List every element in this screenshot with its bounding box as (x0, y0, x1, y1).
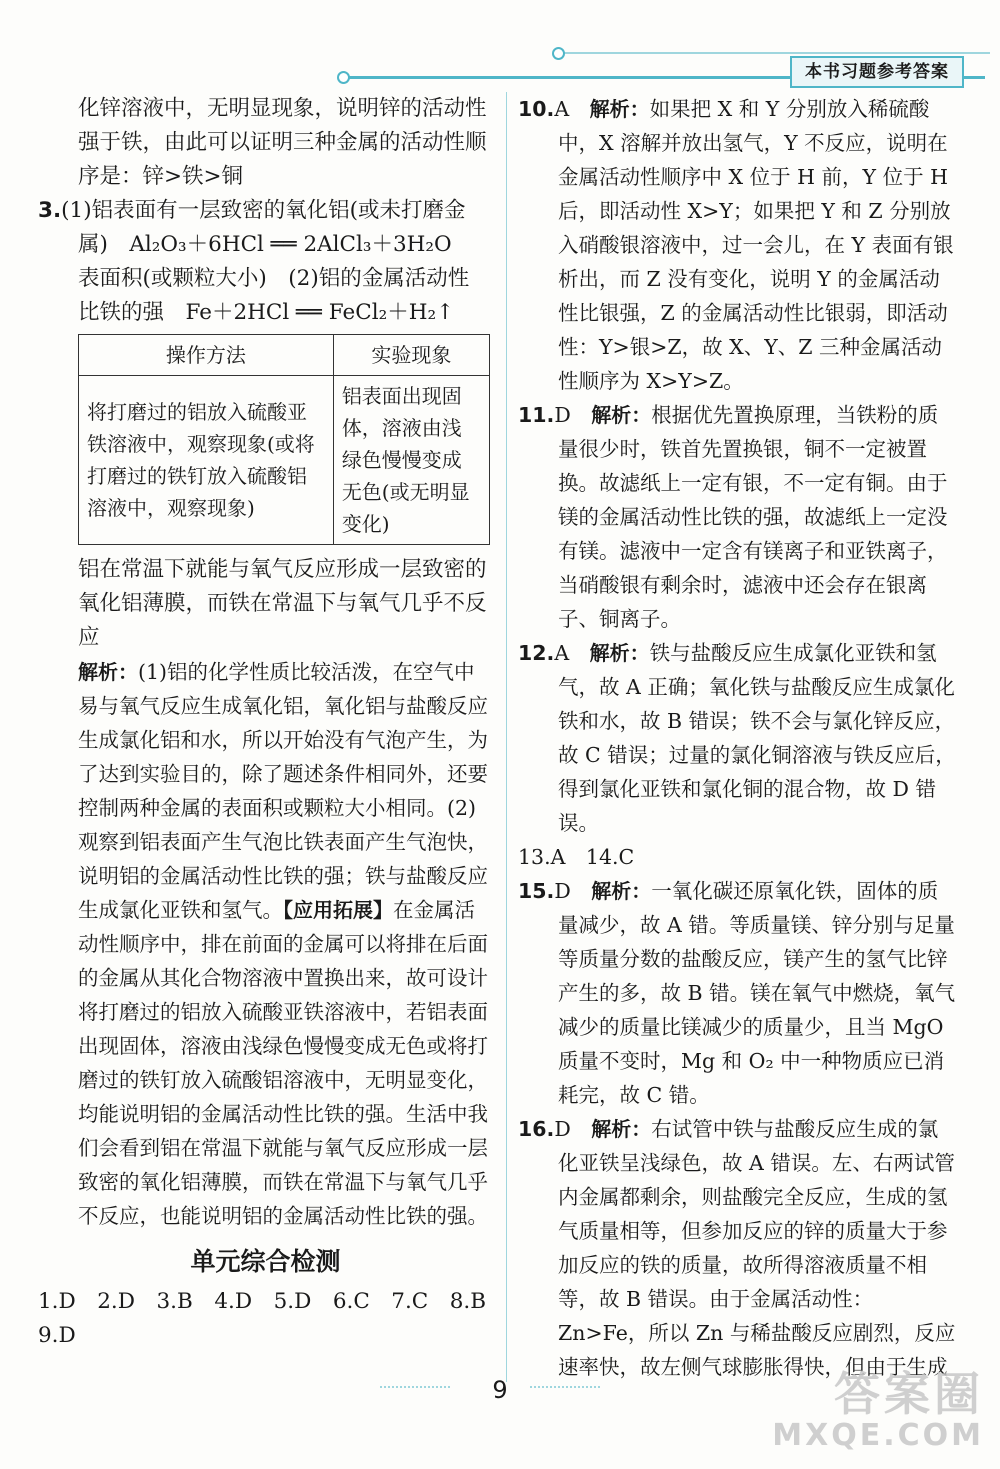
answer-q15 (518, 874, 958, 1112)
text-line: 化锌溶液中，无明显现象，说明锌的活动性 (78, 96, 487, 121)
table-cell-method: 将打磨过的铝放入硫酸亚铁溶液中，观察现象(或将打磨过的铁钉放入硫酸铝溶液中，观察现象) (79, 376, 334, 545)
analysis-text: 如果把 X 和 Y 分别放入稀硫酸中，X 溶解并放出氢气，Y 不反应，说明在金属活动性顺序中 X 位于 H 前，Y 位于 H 后，即活动性 X>Y；如果把 Y 和 Z 分别放入硝酸银溶液中，过一会儿，在 Y 表面有银析出，而 Z 没有变化，说明 Y 的金属活动性比银强，Z 的金属活动性比银弱，即活动性：Y>银>Z，故 X、Y、Z 三种金属活动性顺序为 X>Y>Z。 (558, 97, 954, 393)
analysis-label: 解析： (591, 879, 652, 903)
table-header: 操作方法 (79, 335, 334, 376)
intro-block (38, 92, 493, 194)
q3-number: 3. (38, 198, 62, 223)
question-number: 15. (518, 879, 555, 903)
page-number: 9 (492, 1376, 508, 1404)
footer-decoration (530, 1386, 600, 1396)
right-column (518, 92, 958, 1384)
analysis-text: (1)铝的化学性质比较活泼，在空气中易与氧气反应生成氧化铝，氧化铝与盐酸反应生成氯化铝和水，所以开始没有气泡产生，为了达到实验目的，除了题述条件相同外，还要控制两种金属的表面积或颗粒大小相同。(2)观察到铝表面产生气泡比铁表面产生气泡快，说明铝的金属活动性比铁的强；铁与盐酸反应生成氯化亚铁和氢气。 (78, 660, 488, 922)
header-dot-icon (552, 47, 565, 60)
analysis-label: 解析： (589, 97, 650, 121)
q3-block (38, 194, 493, 330)
analysis-text: 右试管中铁与盐酸反应生成的氯化亚铁呈浅绿色，故 A 错误。左、右两试管内金属都剩余，则盐酸完全反应，生成的氢气质量相等，但参加反应的锌的质量大于参加反应的铁的质量，故所得溶液质量不相等，故 B 错误。由于金属活动性：Zn>Fe，所以 Zn 与稀盐酸反应剧烈，反应速率快，故左侧气球膨胀得快，但由于生成 (558, 1117, 956, 1379)
question-number: 16. (518, 1117, 555, 1141)
table-cell-phenomenon: 铝表面出现固体，溶液由浅绿色慢慢变成无色(或无明显变化) (333, 376, 489, 545)
text-line: 强于铁，由此可以证明三种金属的活动性顺 (78, 130, 487, 155)
analysis-text: 铁与盐酸反应生成氯化亚铁和氢气，故 A 正确；氧化铁与盐酸反应生成氯化铁和水，故 B 错误；铁不会与氯化锌反应，故 C 错误；过量的氯化铜溶液与铁反应后，得到氯化亚铁和氯化铜的混合物，故 D 错误。 (558, 641, 956, 835)
question-number: 10. (518, 97, 555, 121)
analysis-text: 根据优先置换原理，当铁粉的质量很少时，铁首先置换银，铜不一定被置换。故滤纸上一定有银，不一定有铜。由于镁的金属活动性比铁的强，故滤纸上一定没有镁。滤液中一定含有镁离子和亚铁离子，当硝酸银有剩余时，滤液中还会存在银离子、铜离子。 (558, 403, 948, 631)
header-dot-icon (337, 71, 350, 84)
text-line: 属) Al₂O₃＋6HCl ══ 2AlCl₃＋3H₂O (78, 232, 452, 257)
analysis-label: 解析： (591, 403, 652, 427)
answer-letter: D (554, 1117, 571, 1141)
section-title: 单元综合检测 (190, 1247, 341, 1276)
watermark-line1: 答案圈 (834, 1367, 984, 1421)
answers-q13-q14: 13.A 14.C (518, 845, 635, 869)
experiment-table (78, 334, 490, 545)
extension-label: 【应用拓展】 (283, 898, 393, 922)
watermark-line2: MXQE.COM (772, 1418, 984, 1453)
answer-q12 (518, 636, 958, 840)
analysis-label: 解析： (589, 641, 650, 665)
answers-line: 9.D (38, 1323, 76, 1348)
footer-decoration (380, 1386, 450, 1396)
answer-letter: A (554, 641, 570, 665)
analysis-text: 一氧化碳还原氧化铁，固体的质量减少，故 A 错。等质量镁、锌分别与足量等质量分数的盐酸反应，镁产生的氢气比锌产生的多，故 B 错。镁在氧气中燃烧，氧气减少的质量比镁减少的质量少，且当 MgO 质量不变时，Mg 和 O₂ 中一种物质应已消耗完，故 C 错。 (558, 879, 956, 1107)
extension-text: 在金属活动性顺序中，排在前面的金属可以将排在后面的金属从其化合物溶液中置换出来，故可设计将打磨过的铝放入硫酸亚铁溶液中，若铝表面出现固体，溶液由浅绿色慢慢变成无色或将打磨过的铁钉放入硫酸铝溶液中，无明显变化，均能说明铝的金属活动性比铁的强。生活中我们会看到铝在常温下就能与氧气反应形成一层致密的氧化铝薄膜，而铁在常温下与氧气几乎不反应，也能说明铝的金属活动性比铁的强。 (78, 898, 488, 1228)
answer-q11 (518, 398, 958, 636)
analysis-paragraph (38, 655, 493, 1233)
answer-letter: D (554, 403, 571, 427)
text-line: 比铁的强 Fe＋2HCl ══ FeCl₂＋H₂↑ (78, 300, 455, 325)
header-title: 本书习题参考答案 (790, 56, 964, 88)
analysis-label: 解析： (78, 660, 138, 684)
text-line: (1)铝表面有一层致密的氧化铝(或未打磨金 (61, 198, 466, 223)
table-header: 实验现象 (333, 335, 489, 376)
question-number: 12. (518, 641, 555, 665)
question-number: 11. (518, 403, 555, 427)
answers-line: 1.D 2.D 3.B 4.D 5.D 6.C 7.C 8.B (38, 1289, 487, 1314)
column-divider (506, 92, 507, 1382)
answer-letter: D (554, 879, 571, 903)
header-top-rule (560, 52, 990, 54)
after-table-text: 铝在常温下就能与氧气反应形成一层致密的氧化铝薄膜，而铁在常温下与氧气几乎不反应 (78, 557, 487, 650)
answer-letter: A (554, 97, 570, 121)
answer-q10 (518, 92, 958, 398)
answer-q16 (518, 1112, 958, 1384)
watermark-logo (772, 1367, 984, 1453)
text-line: 序是：锌>铁>铜 (78, 164, 244, 189)
analysis-label: 解析： (591, 1117, 652, 1141)
left-column (38, 92, 493, 1353)
text-line: 表面积(或颗粒大小) (2)铝的金属活动性 (78, 266, 470, 291)
